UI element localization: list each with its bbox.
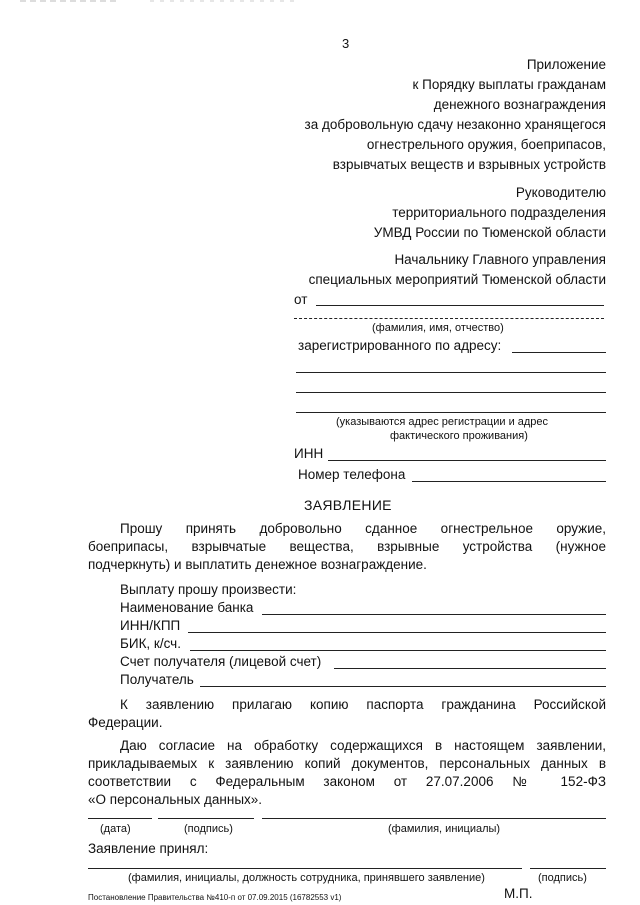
- document-title: ЗАЯВЛЕНИЕ: [304, 497, 392, 513]
- inn-kpp-label: ИНН/КПП: [120, 618, 181, 633]
- appendix-line: Приложение: [526, 57, 606, 72]
- from-field-2[interactable]: [294, 318, 604, 319]
- bik-field[interactable]: [190, 650, 606, 651]
- accepted-sign-field[interactable]: [530, 868, 606, 869]
- accepted-fio-field[interactable]: [88, 868, 522, 869]
- address-hint: (указываются адрес регистрации и адрес: [336, 416, 549, 428]
- address-hint: фактического проживания): [390, 430, 528, 442]
- registered-label: зарегистрированного по адресу:: [298, 338, 502, 353]
- from-label: от: [294, 292, 308, 307]
- inn-field[interactable]: [328, 460, 606, 461]
- date-hint: (дата): [100, 823, 131, 835]
- addressee-line: УМВД России по Тюменской области: [373, 225, 606, 240]
- addressee-line: Руководителю: [515, 185, 606, 200]
- appendix-line: к Порядку выплаты гражданам: [412, 77, 606, 92]
- from-field[interactable]: [316, 305, 604, 306]
- appendix-line: взрывчатых веществ и взрывных устройств: [332, 157, 606, 172]
- top-edge-marks: [0, 0, 640, 4]
- para1-line1: Прошу принять добровольно сданное огнестрельное оружие,: [120, 521, 606, 536]
- payment-intro: Выплату прошу произвести:: [120, 582, 297, 597]
- para3-line3: соответствии с Федеральным законом от 27.07.2006 № 152-ФЗ: [88, 774, 606, 789]
- addressee-line: специальных мероприятий Тюменской области: [308, 272, 606, 287]
- accepted-hint: (фамилия, инициалы, должность сотрудника, принявшего заявление): [128, 872, 485, 884]
- signature-hint: (подпись): [184, 823, 233, 835]
- recipient-field[interactable]: [200, 686, 606, 687]
- appendix-line: денежного вознаграждения: [433, 97, 606, 112]
- para3-line1: Даю согласие на обработку содержащихся в настоящем заявлении,: [120, 738, 606, 753]
- address-field[interactable]: [512, 352, 606, 353]
- fio-hint-bottom: (фамилия, инициалы): [388, 823, 501, 835]
- accepted-label: Заявление принял:: [88, 841, 209, 856]
- bik-label: БИК, к/сч.: [120, 636, 181, 651]
- address-field[interactable]: [296, 372, 606, 373]
- accepted-sign-hint: (подпись): [538, 872, 587, 884]
- footer-note: Постановление Правительства №410-п от 07.09.2015 (16782553 v1): [88, 893, 342, 902]
- appendix-line: огнестрельного оружия, боеприпасов,: [366, 137, 606, 152]
- address-field[interactable]: [296, 392, 606, 393]
- appendix-line: за добровольную сдачу незаконно хранящегося: [304, 117, 606, 132]
- recipient-label: Получатель: [120, 672, 194, 687]
- stamp-label: М.П.: [504, 886, 533, 901]
- para2-line1: К заявлению прилагаю копию паспорта гражданина Российской: [120, 697, 606, 712]
- fio-hint: (фамилия, имя, отчество): [372, 322, 504, 334]
- para3-line4: «О персональных данных».: [88, 792, 263, 807]
- para1-line2: боеприпасы, взрывчатые вещества, взрывные устройства (нужное: [88, 539, 606, 554]
- fio-field[interactable]: [262, 818, 606, 819]
- inn-label: ИНН: [294, 446, 324, 461]
- date-field[interactable]: [88, 818, 152, 819]
- inn-kpp-field[interactable]: [188, 632, 606, 633]
- account-label: Счет получателя (лицевой счет): [120, 654, 322, 669]
- para1-line3: подчеркнуть) и выплатить денежное вознаграждение.: [88, 557, 427, 572]
- address-field[interactable]: [296, 412, 606, 413]
- signature-field[interactable]: [158, 818, 254, 819]
- phone-label: Номер телефона: [298, 467, 406, 482]
- addressee-line: Начальнику Главного управления: [394, 252, 606, 267]
- phone-field[interactable]: [412, 481, 606, 482]
- para3-line2: прикладываемых к заявлению копий документов, персональных данных в: [88, 756, 606, 771]
- page-number: 3: [342, 36, 350, 51]
- para2-line2: Федерации.: [88, 715, 163, 730]
- bank-label: Наименование банка: [120, 600, 254, 615]
- addressee-line: территориального подразделения: [392, 205, 606, 220]
- bank-field[interactable]: [262, 614, 606, 615]
- account-field[interactable]: [334, 668, 606, 669]
